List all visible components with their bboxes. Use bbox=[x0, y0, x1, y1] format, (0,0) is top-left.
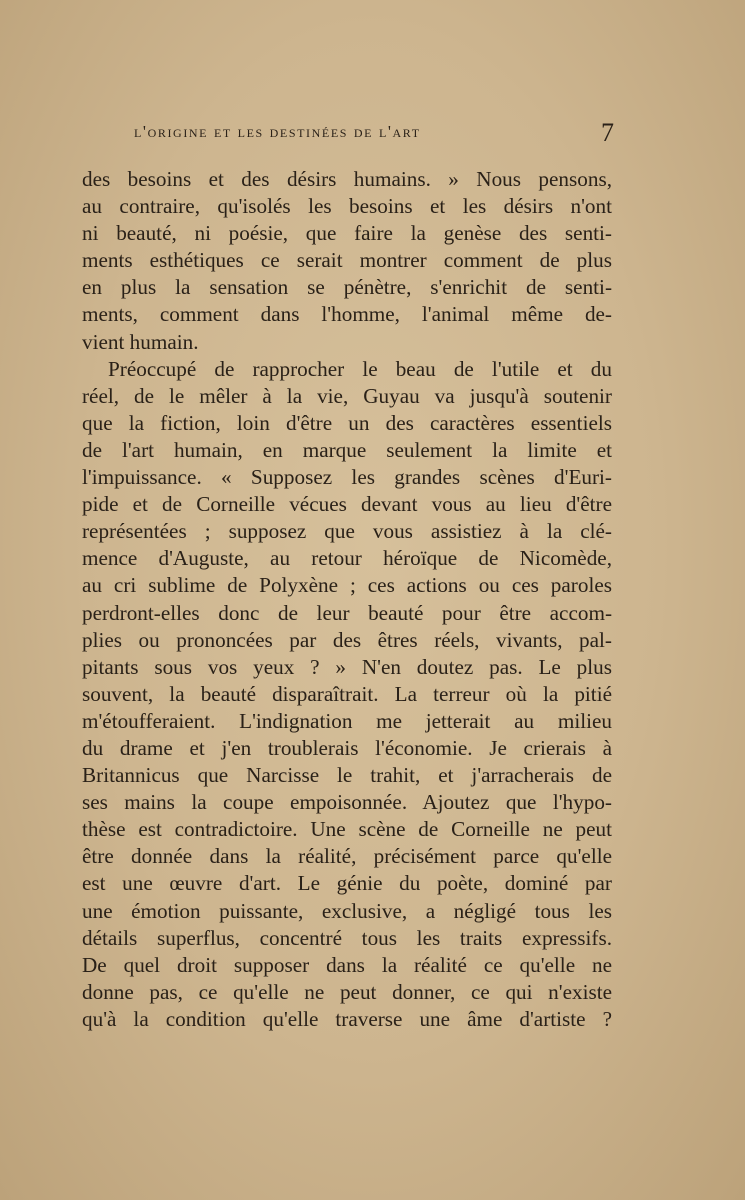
text-line: perdront-elles donc de leur beauté pour être accom- bbox=[82, 600, 612, 625]
running-head bbox=[84, 118, 614, 148]
text-line: est une œuvre d'art. Le génie du poète, dominé par bbox=[82, 871, 612, 896]
text-line: thèse est contradictoire. Une scène de Corneille ne peut bbox=[82, 817, 612, 842]
text-line: donne pas, ce qu'elle ne peut donner, ce qui n'existe bbox=[82, 979, 612, 1004]
text-line: une émotion puissante, exclusive, a négligé tous les bbox=[82, 898, 612, 923]
text-line: ments esthétiques ce serait montrer comment de plus bbox=[82, 248, 612, 273]
text-line: du drame et j'en troublerais l'économie. Je crierais à bbox=[82, 735, 612, 760]
text-line: pide et de Corneille vécues devant vous au lieu d'être bbox=[82, 492, 612, 517]
text-line: être donnée dans la réalité, précisément parce qu'elle bbox=[82, 844, 612, 869]
text-line: vient humain. bbox=[82, 329, 199, 354]
text-line: représentées ; supposez que vous assistiez à la clé- bbox=[82, 519, 612, 544]
text-line: au cri sublime de Polyxène ; ces actions ou ces paroles bbox=[82, 573, 612, 598]
text-line: De quel droit supposer dans la réalité ce qu'elle ne bbox=[82, 952, 612, 977]
text-line: réel, de le mêler à la vie, Guyau va jusqu'à soutenir bbox=[82, 383, 612, 408]
text-line: que la fiction, loin d'être un des caractères essentiels bbox=[82, 410, 612, 435]
text-line: plies ou prononcées par des êtres réels, vivants, pal- bbox=[82, 627, 612, 652]
text-line: qu'à la condition qu'elle traverse une âme d'artiste ? bbox=[82, 1006, 612, 1031]
text-line: ni beauté, ni poésie, que faire la genèse des senti- bbox=[82, 221, 612, 246]
text-line: Préoccupé de rapprocher le beau de l'utile et du bbox=[108, 356, 612, 381]
text-line: ses mains la coupe empoisonnée. Ajoutez que l'hypo- bbox=[82, 790, 612, 815]
text-line: Britannicus que Narcisse le trahit, et j'arracherais de bbox=[82, 763, 612, 788]
text-line: détails superflus, concentré tous les traits expressifs. bbox=[82, 925, 612, 950]
text-line: pitants sous vos yeux ? » N'en doutez pas. Le plus bbox=[82, 654, 612, 679]
text-line: mence d'Auguste, au retour héroïque de Nicomède, bbox=[82, 546, 612, 571]
page-number: 7 bbox=[601, 118, 614, 147]
text-line: de l'art humain, en marque seulement la limite et bbox=[82, 437, 612, 462]
text-line: l'impuissance. « Supposez les grandes scènes d'Euri- bbox=[82, 465, 612, 490]
text-line: souvent, la beauté disparaîtrait. La terreur où la pitié bbox=[82, 681, 612, 706]
text-line: en plus la sensation se pénètre, s'enrichit de senti- bbox=[82, 275, 612, 300]
text-line: des besoins et des désirs humains. » Nous pensons, bbox=[82, 167, 612, 191]
text-line: au contraire, qu'isolés les besoins et les désirs n'ont bbox=[82, 194, 612, 219]
text-line: ments, comment dans l'homme, l'animal même de- bbox=[82, 302, 612, 327]
running-title: l'origine et les destinées de l'art bbox=[134, 122, 421, 141]
body-text bbox=[82, 166, 612, 1033]
text-line: m'étoufferaient. L'indignation me jetterait au milieu bbox=[82, 708, 612, 733]
